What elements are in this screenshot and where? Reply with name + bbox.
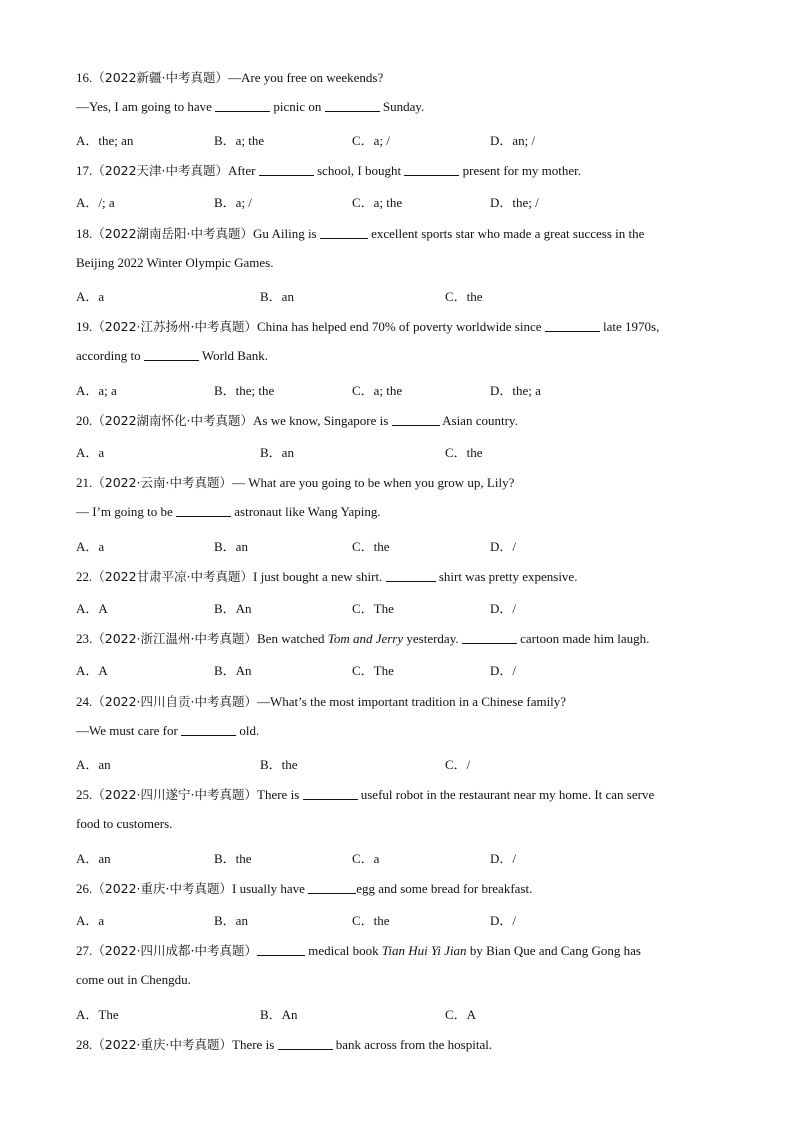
question-18-options <box>76 286 776 304</box>
option-c[interactable]: C．A <box>445 1007 477 1022</box>
question-24-line-2: —We must care for old. <box>76 723 260 738</box>
option-d[interactable]: D．/ <box>490 851 517 866</box>
option-d[interactable]: D．/ <box>490 913 517 928</box>
question-21-options <box>76 536 776 554</box>
question-source: （2022·四川自贡·中考真题） <box>92 694 258 709</box>
answer-blank <box>181 723 236 736</box>
question-19-line-2: according to World Bank. <box>76 348 269 363</box>
option-b[interactable]: B．An <box>214 663 252 678</box>
question-22-options <box>76 598 776 616</box>
book-title: Tian Hui Yi Jian <box>381 943 467 958</box>
answer-blank <box>320 226 368 239</box>
option-b[interactable]: B．the <box>214 851 252 866</box>
option-b[interactable]: B．a; the <box>214 133 265 148</box>
option-a[interactable]: A．a; a <box>76 383 117 398</box>
option-a[interactable]: A．a <box>76 445 105 460</box>
answer-blank <box>386 569 436 582</box>
option-a[interactable]: A．a <box>76 913 105 928</box>
option-a[interactable]: A．/; a <box>76 195 115 210</box>
question-21-stem: 21.（2022·云南·中考真题）— What are you going to be when you grow up, Lily? <box>76 475 515 490</box>
question-source: （2022·江苏扬州·中考真题） <box>92 319 258 334</box>
option-b[interactable]: B．the; the <box>214 383 275 398</box>
question-26-options <box>76 910 776 928</box>
question-19-options <box>76 380 776 398</box>
question-20-stem: 20.（2022湖南怀化·中考真题）As we know, Singapore is Asian country. <box>76 413 518 428</box>
question-source: （2022湖南岳阳·中考真题） <box>92 226 254 241</box>
answer-blank <box>392 413 440 426</box>
answer-blank <box>308 881 356 894</box>
question-19-stem: 19.（2022·江苏扬州·中考真题）China has helped end 70% of poverty worldwide since late 1970s, <box>76 319 660 334</box>
option-c[interactable]: C．a; the <box>352 383 403 398</box>
option-a[interactable]: A．an <box>76 757 111 772</box>
question-25-line-2: food to customers. <box>76 816 173 831</box>
question-22-stem: 22.（2022甘肃平凉·中考真题）I just bought a new shirt. shirt was pretty expensive. <box>76 569 578 584</box>
answer-blank <box>545 319 600 332</box>
option-d[interactable]: D．an; / <box>490 133 536 148</box>
option-c[interactable]: C．the <box>352 913 390 928</box>
question-source: （2022天津·中考真题） <box>92 163 229 178</box>
option-a[interactable]: A．A <box>76 601 108 616</box>
option-b[interactable]: B．an <box>260 289 294 304</box>
question-25-options <box>76 848 776 866</box>
question-26-stem: 26.（2022·重庆·中考真题）I usually have egg and some bread for breakfast. <box>76 881 533 896</box>
question-23-stem: 23.（2022·浙江温州·中考真题）Ben watched Tom and Jerry yesterday. cartoon made him laugh. <box>76 631 650 646</box>
option-c[interactable]: C．the <box>445 445 483 460</box>
option-d[interactable]: D．/ <box>490 601 517 616</box>
option-c[interactable]: C．a; / <box>352 133 390 148</box>
option-a[interactable]: A．The <box>76 1007 119 1022</box>
question-20-options <box>76 442 776 460</box>
cartoon-title: Tom and Jerry <box>327 631 404 646</box>
option-c[interactable]: C．a <box>352 851 380 866</box>
option-b[interactable]: B．the <box>260 757 298 772</box>
option-d[interactable]: D．the; / <box>490 195 539 210</box>
question-17-stem: 17.（2022天津·中考真题）After school, I bought present for my mother. <box>76 163 582 178</box>
question-16-stem: 16.（2022新疆·中考真题）—Are you free on weekends? <box>76 70 384 85</box>
answer-blank <box>325 99 380 112</box>
option-b[interactable]: B．An <box>214 601 252 616</box>
question-28-stem: 28.（2022·重庆·中考真题）There is bank across from the hospital. <box>76 1037 493 1052</box>
question-source: （2022·重庆·中考真题） <box>92 881 233 896</box>
question-source: （2022·浙江温州·中考真题） <box>92 631 258 646</box>
answer-blank <box>462 631 517 644</box>
option-c[interactable]: C．The <box>352 601 394 616</box>
option-b[interactable]: B．An <box>260 1007 298 1022</box>
question-24-stem: 24.（2022·四川自贡·中考真题）—What’s the most important tradition in a Chinese family? <box>76 694 567 709</box>
question-23-options <box>76 660 776 678</box>
option-b[interactable]: B．an <box>214 913 248 928</box>
option-c[interactable]: C．a; the <box>352 195 403 210</box>
question-21-line-2: — I’m going to be astronaut like Wang Yaping. <box>76 504 381 519</box>
answer-blank <box>404 163 459 176</box>
option-b[interactable]: B．a; / <box>214 195 252 210</box>
option-a[interactable]: A．a <box>76 539 105 554</box>
answer-blank <box>303 787 358 800</box>
answer-blank <box>144 348 199 361</box>
answer-blank <box>215 99 270 112</box>
question-27-line-2: come out in Chengdu. <box>76 972 191 987</box>
question-source: （2022·重庆·中考真题） <box>92 1037 233 1052</box>
option-b[interactable]: B．an <box>260 445 294 460</box>
question-16-line-2: —Yes, I am going to have picnic on Sunday. <box>76 99 425 114</box>
question-24-options <box>76 754 776 772</box>
answer-blank <box>176 504 231 517</box>
question-18-stem: 18.（2022湖南岳阳·中考真题）Gu Ailing is excellent sports star who made a great success in the <box>76 226 645 241</box>
option-c[interactable]: C．the <box>445 289 483 304</box>
option-c[interactable]: C．/ <box>445 757 471 772</box>
question-source: （2022·四川成都·中考真题） <box>92 943 258 958</box>
option-a[interactable]: A．A <box>76 663 108 678</box>
question-source: （2022新疆·中考真题） <box>92 70 229 85</box>
option-d[interactable]: D．/ <box>490 539 517 554</box>
question-source: （2022甘肃平凉·中考真题） <box>92 569 254 584</box>
answer-blank <box>259 163 314 176</box>
option-b[interactable]: B．an <box>214 539 248 554</box>
option-d[interactable]: D．the; a <box>490 383 541 398</box>
question-source: （2022湖南怀化·中考真题） <box>92 413 254 428</box>
option-a[interactable]: A．a <box>76 289 105 304</box>
question-25-stem: 25.（2022·四川遂宁·中考真题）There is useful robot in the restaurant near my home. It can serve <box>76 787 655 802</box>
question-18-line-2: Beijing 2022 Winter Olympic Games. <box>76 255 274 270</box>
option-a[interactable]: A．the; an <box>76 133 134 148</box>
option-a[interactable]: A．an <box>76 851 111 866</box>
question-16-options <box>76 130 776 148</box>
question-27-options <box>76 1004 776 1022</box>
question-source: （2022·云南·中考真题） <box>92 475 233 490</box>
answer-blank <box>257 943 305 956</box>
question-source: （2022·四川遂宁·中考真题） <box>92 787 258 802</box>
option-c[interactable]: C．the <box>352 539 390 554</box>
option-c[interactable]: C．The <box>352 663 394 678</box>
answer-blank <box>278 1037 333 1050</box>
option-d[interactable]: D．/ <box>490 663 517 678</box>
question-17-options <box>76 192 776 210</box>
question-27-stem: 27.（2022·四川成都·中考真题） medical book Tian Hui Yi Jian by Bian Que and Cang Gong has <box>76 943 641 958</box>
